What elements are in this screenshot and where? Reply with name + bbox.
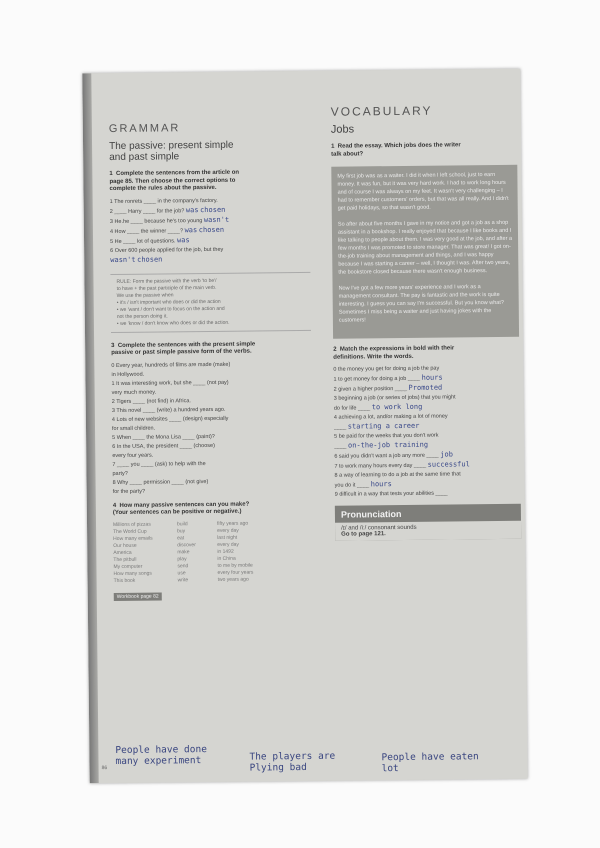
vocab-item: 4 achieving a lot, and/or making a lot of money	[333, 413, 448, 421]
vocab-item: 7 to work many hours every day ____ successful	[334, 460, 470, 470]
exercise-4-instructions: 4 How many passive sentences can you make? (Your sentences can be positive or negative.)	[112, 501, 250, 517]
essay-paragraph: So after about five months I gave in my notice and got a job as a shop assistant in a bookshop. I really enjoyed that because I like books and I like talking to people about them. I was very good at the job, and after a few months I was promoted to store manager. That was great! I got on-the-job training about management and things, and I was happy because I was starting a career – well, I thought I was. After two years, the bookstore closed because there wasn't enough business.	[337, 219, 513, 276]
exercise-1-item: wasn't chosen	[110, 254, 163, 264]
handwritten-sentence: People have done many experiment	[115, 744, 207, 768]
sentence-building-table: Millions of pizzas build fifty years ago The World Cup buy every day How many emails eat last night Our house discover every day America make in 1492 The pitbull play in China My computer send to me by mobile How many songs use every four years This book write two years ago	[112, 520, 254, 584]
vocab-item: ____ starting a career	[333, 421, 420, 431]
pronunciation-box	[335, 504, 521, 541]
exercise-1	[109, 169, 310, 266]
exercise-1-instructions: 1 Complete the sentences from the article on page 85. Then choose the correct options to complete the rules about the passive.	[109, 169, 240, 193]
essay-paragraph: Now I've got a few more years' experience and I work as a management consultant. The pay is fantastic and the work is quite interesting. I guess you can say I'm successful. But you know what? Sometimes I miss being a waiter and just having jokes with the customers!	[338, 284, 504, 324]
vocabulary-subtitle: Jobs	[330, 123, 355, 136]
grammar-subtitle: The passive: present simple and past simple	[109, 139, 234, 164]
vocab-item: 0 the money you get for doing a job the pay	[333, 365, 440, 373]
handwritten-sentence: The players are Plying bad	[249, 750, 336, 774]
vocab-item: 3 beginning a job (or series of jobs) that you might	[333, 394, 456, 402]
exercise-1-item: 4 How ____ the winner ____? was chosen	[109, 225, 225, 235]
exercise-1-item: 5 He ____ lot of questions. was	[110, 235, 190, 245]
vocab-item: 6 said you didn't want a job any more ____ job	[334, 450, 453, 460]
vocab-item: 5 be paid for the weeks that you don't work	[334, 432, 439, 440]
exercise-3-instructions: 3 Complete the sentences with the present simple passive or past simple passive form of the verbs.	[111, 341, 256, 357]
vocab-item: 8 a way of learning to do a job at the same time that	[334, 471, 461, 479]
vocab-exercise-2	[333, 345, 521, 500]
exercise-3-item: 6 In the USA, the president ____ (choose)	[112, 442, 215, 450]
exercise-3-item: 3 This novel ____ (write) a hundred years ago.	[111, 406, 226, 414]
exercise-3-item: 0 Every year, hundreds of films are made (make)	[111, 361, 231, 369]
vocab-item: 1 to get money for doing a job ____ hours	[333, 373, 443, 383]
essay-paragraph: My first job was as a waiter. I did it when I left school, just to earn money. It was fun, but it was very hard work. I had to work long hours and of course I was always on my feet. It wasn't very challenging – I had to remember customers' orders, but that was all really. And I didn't get paid holidays, so that wasn't good.	[337, 171, 509, 212]
exercise-3-item: in Hollywood.	[111, 371, 145, 378]
vocab-exercise-2-instructions: 2 Match the expressions in bold with their definitions. Write the words.	[333, 345, 455, 361]
exercise-3	[111, 340, 313, 496]
exercise-1-item: 1 The ronrets ____ in the company's factory.	[109, 197, 218, 205]
workbook-reference: Workbook page 82	[114, 592, 162, 601]
exercise-1-item: 2 ____ Harry ____ for the job? was chosen	[109, 205, 226, 215]
handwritten-sentence: People have eaten lot	[381, 751, 479, 775]
exercise-3-item: for the party?	[112, 488, 146, 495]
exercise-1-item: 3 He.he ____ because he's too young wasn't	[109, 215, 230, 225]
pronunciation-title: Pronunciation	[340, 508, 402, 520]
vocabulary-heading: VOCABULARY	[330, 103, 433, 119]
grammar-column	[109, 121, 314, 603]
vocab-item: do for life ____ to work long	[333, 402, 423, 412]
vocab-item: you do it ____ hours	[334, 480, 392, 489]
exercise-3-item: for small children.	[111, 425, 156, 432]
exercise-3-item: 2 Tigers ____ (not find) in Africa.	[111, 397, 191, 405]
page-spine	[82, 73, 98, 783]
exercise-3-item: 8 Why ____ permission ____ (not give)	[112, 478, 209, 486]
essay-box	[331, 165, 519, 339]
grammar-heading: GRAMMAR	[108, 122, 181, 136]
exercise-3-item: 1 It was interesting work, but she ____ (not pay)	[111, 379, 229, 387]
vocab-item: 9 difficult in a way that tests your abilities ____	[334, 490, 448, 498]
exercise-4	[113, 500, 314, 602]
exercise-3-item: very much money.	[111, 389, 157, 396]
exercise-3-item: 7 ____ you ____ (ask) to help with the	[112, 460, 206, 468]
textbook-page	[82, 69, 527, 784]
vocab-item: ____ on-the-job training	[334, 440, 429, 450]
vocab-item: 2 given a higher position ____ Promoted	[333, 383, 443, 393]
exercise-3-item: 5 When ____ the Mona Lisa ____ (paint)?	[112, 433, 215, 441]
rule-box: RULE: Form the passive with the verb 'to be'/ to have + the past participle of the main verb. We use the passive when • it's / isn't important who does or did the action • we 'want / don't want to focus on the action and not the person doing it. • we 'know / don't know who does or did the action.	[110, 271, 311, 332]
exercise-3-item: party?	[112, 470, 128, 477]
pronunciation-body: /ɪ/ and /iː/ consonant sounds Go to page 121.	[335, 521, 521, 541]
page-number: 86	[101, 765, 108, 772]
vocab-exercise-1-instructions: 1 Read the essay. Which jobs does the writer talk about?	[331, 142, 461, 158]
exercise-3-item: every four years.	[112, 452, 154, 459]
exercise-1-item: 6 Over 600 people applied for the job, but they	[110, 246, 224, 254]
vocabulary-column	[331, 103, 522, 541]
exercise-3-item: 4 Lots of new websites ____ (design) especially	[111, 415, 229, 423]
